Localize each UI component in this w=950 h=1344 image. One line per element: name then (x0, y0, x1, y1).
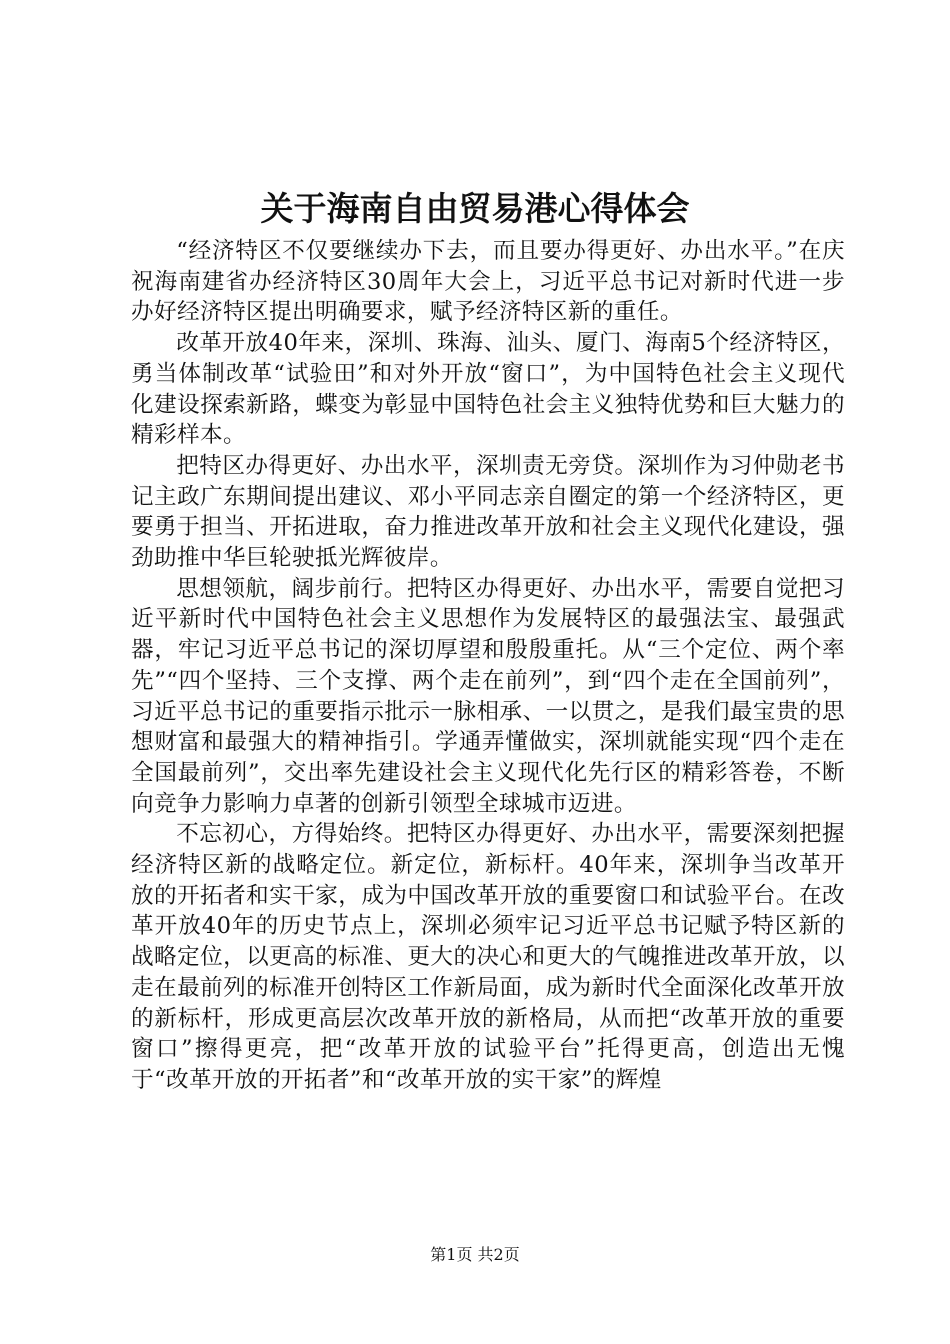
paragraph-4: 思想领航，阔步前行。把特区办得更好、办出水平，需要自觉把习近平新时代中国特色社会主义思想作为发展特区的最强法宝、最强武器，牢记习近平总书记的深切厚望和殷殷重托。从“三个定位、两个率先”“四个坚持、三个支撑、两个走在前列”，到“四个走在全国前列”，习近平总书记的重要指示批示一脉相承、一以贯之，是我们最宝贵的思想财富和最强大的精神指引。学通弄懂做实，深圳就能实现“四个走在全国最前列”，交出率先建设社会主义现代化先行区的精彩答卷，不断向竞争力影响力卓著的创新引领型全球城市迈进。 (131, 575, 845, 817)
page-number-footer: 第1页 共2页 (430, 1245, 520, 1264)
paragraph-2: 改革开放40年来，深圳、珠海、汕头、厦门、海南5个经济特区，勇当体制改革“试验田”和对外开放“窗口”，为中国特色社会主义现代化建设探索新路，蝶变为彰显中国特色社会主义独特优势和巨大魅力的精彩样本。 (131, 330, 845, 449)
paragraph-3: 把特区办得更好、办出水平，深圳责无旁贷。深圳作为习仲勋老书记主政广东期间提出建议、邓小平同志亲自圈定的第一个经济特区，更要勇于担当、开拓进取，奋力推进改革开放和社会主义现代化建设，强劲助推中华巨轮驶抵光辉彼岸。 (131, 452, 845, 572)
paragraph-5: 不忘初心，方得始终。把特区办得更好、办出水平，需要深刻把握经济特区新的战略定位。新定位，新标杆。40年来，深圳争当改革开放的开拓者和实干家，成为中国改革开放的重要窗口和试验平台。在改革开放40年的历史节点上，深圳必须牢记习近平总书记赋予特区新的战略定位，以更高的标准、更大的决心和更大的气魄推进改革开放，以走在最前列的标准开创特区工作新局面，成为新时代全面深化改革开放的新标杆，形成更高层次改革开放的新格局，从而把“改革开放的重要窗口”擦得更亮，把“改革开放的试验平台”托得更高，创造出无愧于“改革开放的开拓者”和“改革开放的实干家”的辉煌 (131, 821, 845, 1093)
document-title: 关于海南自由贸易港心得体会 (260, 189, 690, 228)
document-body (131, 236, 845, 1096)
paragraph-1: “经济特区不仅要继续办下去，而且要办得更好、办出水平。”在庆祝海南建省办经济特区30周年大会上，习近平总书记对新时代进一步办好经济特区提出明确要求，赋予经济特区新的重任。 (131, 238, 845, 326)
